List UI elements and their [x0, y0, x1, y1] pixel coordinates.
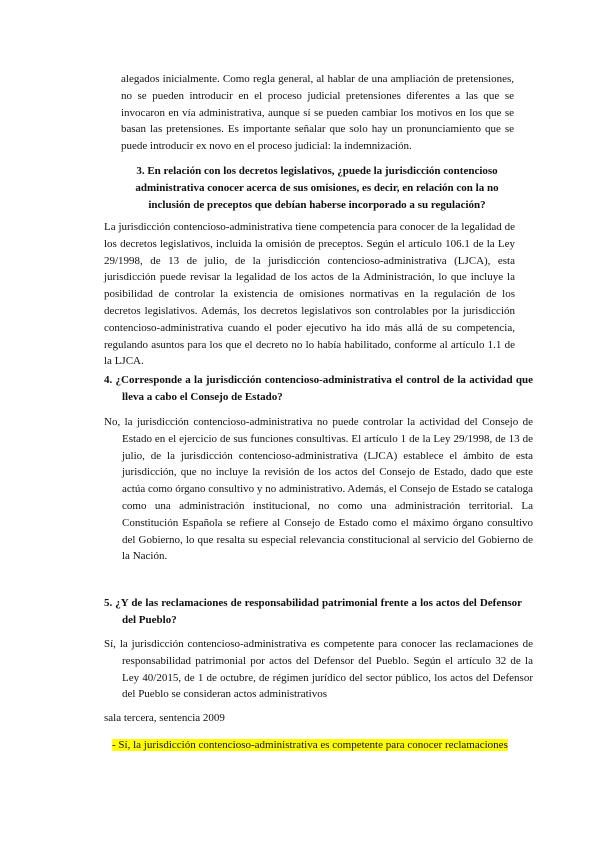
answer-4-paragraph: No, la jurisdicción contencioso-administrativa no puede controlar la actividad del Consejo de Estado en el ejercicio de sus funciones consultivas. El artículo 1 de la Ley 29/1998, de 13 de julio, de la jurisdicción contencioso-administrativa (LJCA) establece el ámbito de esta jurisdicción, que no incluye la revisión de los actos del Consejo de Estado, dado que este actúa como órgano consultivo y no administrativo. Además, el Consejo de Estado se cataloga como una administración institucional, no como una administración territorial. La Constitución Española se refiere al Consejo de Estado como el máximo órgano consultivo del Gobierno, lo que resalta su especial relevancia constitucional al servicio del Gobierno de la Nación.	[104, 416, 533, 563]
answer-5-paragraph: Sí, la jurisdicción contencioso-administrativa es competente para conocer las reclamaciones de responsabilidad patrimonial por actos del Defensor del Pueblo. Según el artículo 32 de la Ley 40/2015, de 1 de octubre, de régimen jurídico del sector público, los actos del Defensor del Pueblo se consideran actos administrativos	[104, 638, 533, 701]
question-4-heading: 4. ¿Corresponde a la jurisdicción contencioso-administrativa el control de la actividad que lleva a cabo el Consejo de Estado?	[104, 374, 533, 403]
answer-3-paragraph: La jurisdicción contencioso-administrativa tiene competencia para conocer de la legalidad de los decretos legislativos, incluida la omisión de preceptos. Según el artículo 106.1 de la Ley 29/1998, de 13 de julio, de la jurisdicción contencioso-administrativa (LJCA), esta jurisdicción puede revisar la legalidad de los actos de la Administración, lo que incluye la posibilidad de controlar la existencia de omisiones normativas en la regulación de los decretos legislativos. Además, los decretos legislativos son controlables por la jurisdicción contencioso-administrativa cuando el poder ejecutivo ha ido más allá de su competencia, regulando asuntos para los que el decreto no lo había habilitado, conforme al artículo 1.1 de la LJCA.	[104, 221, 515, 368]
paragraph-continuation: alegados inicialmente. Como regla general, al hablar de una ampliación de pretensiones, no se pueden introducir en el proceso judicial pretensiones diferentes a las que se invocaron en vía administrativa, aunque sí se pueden cambiar los motivos en los que se basan las pretensiones. Es importante señalar que solo hay un pronunciamiento que se puede introducir ex novo en el proceso judicial: la indemnización.	[121, 73, 514, 153]
highlighted-text	[112, 737, 515, 754]
note-line: sala tercera, sentencia 2009	[104, 712, 225, 724]
highlight-span: - Sí, la jurisdicción contencioso-administrativa es competente para conocer reclamaciones	[112, 739, 508, 751]
question-3-heading: 3. En relación con los decretos legislativos, ¿puede la jurisdicción contencioso administrativa conocer acerca de sus omisiones, es decir, en relación con la no inclusión de preceptos que debían haberse incorporado a su regulación?	[135, 165, 499, 211]
question-5-heading: 5. ¿Y de las reclamaciones de responsabilidad patrimonial frente a los actos del Defensor del Pueblo?	[104, 597, 522, 626]
